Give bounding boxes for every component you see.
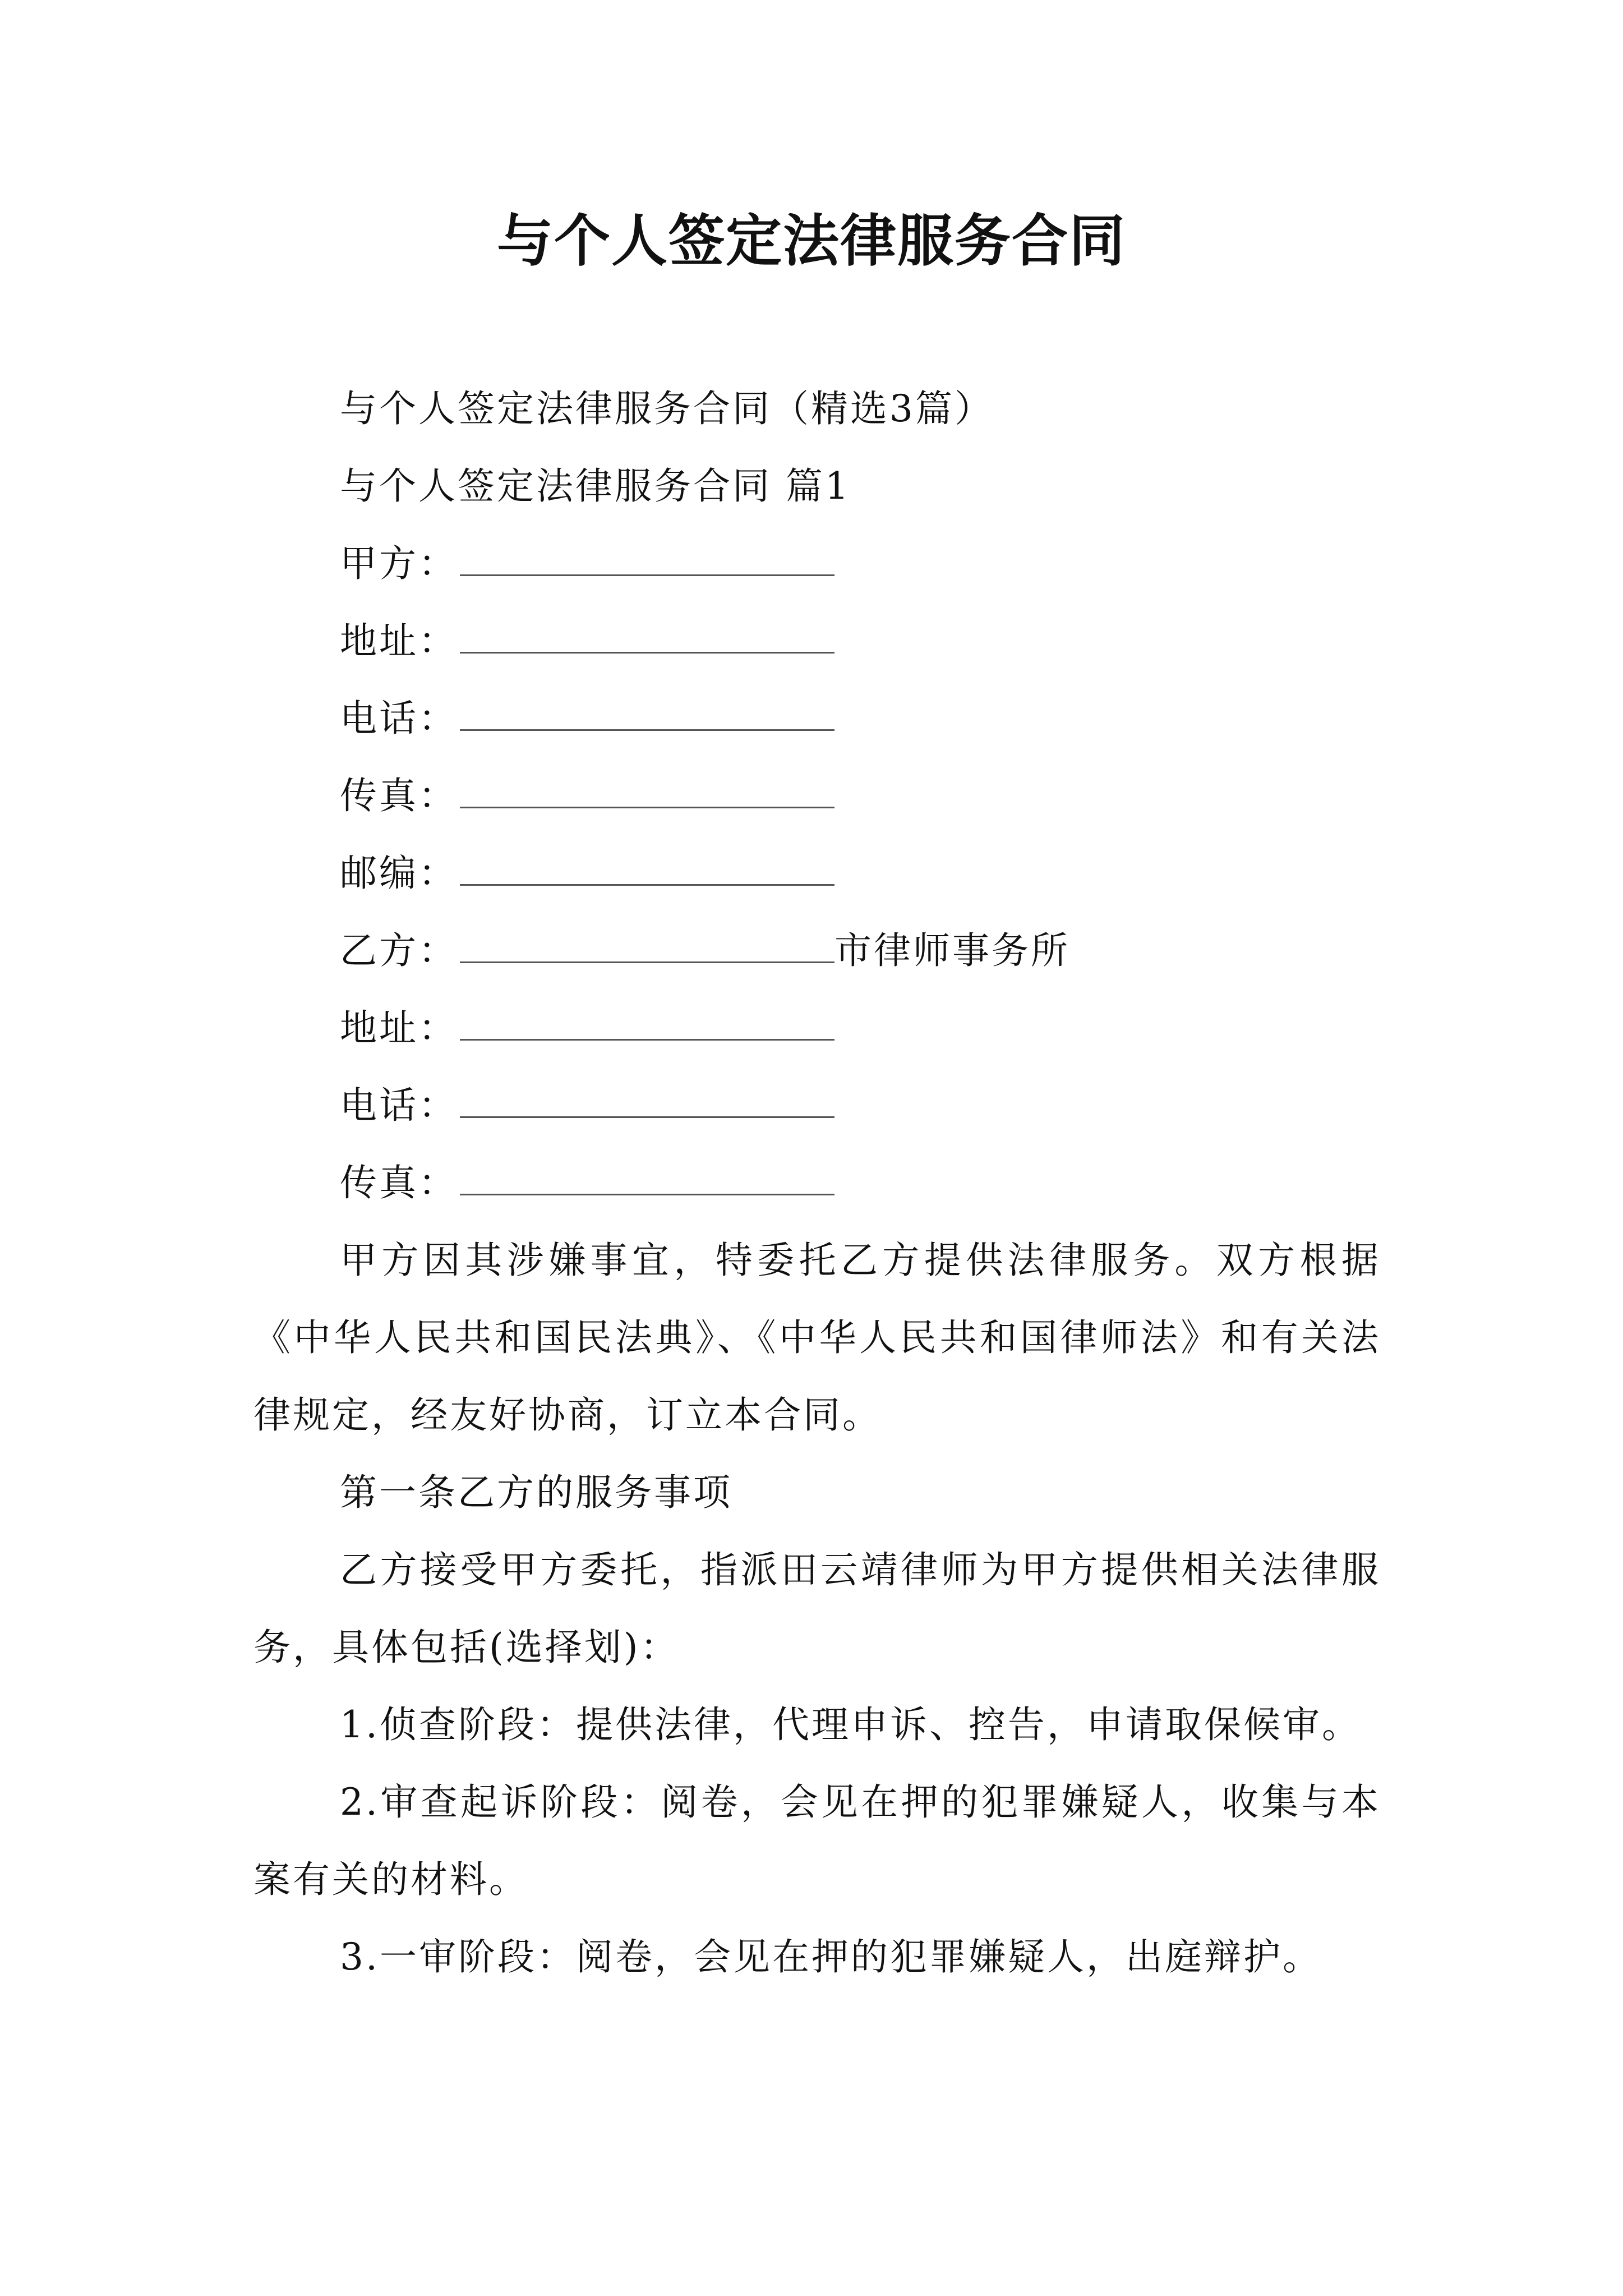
article-1-paragraph: 乙方接受甲方委托，指派田云靖律师为甲方提供相关法律服务，具体包括(选择划)：: [253, 1548, 1381, 1669]
intro-paragraph: 甲方因其涉嫌事宜，特委托乙方提供法律服务。双方根据《中华人民共和国民法典》、《中华人民共和国律师法》和有关法律规定，经友好协商，订立本合同。: [253, 1239, 1381, 1437]
document-title: 与个人签定法律服务合同: [497, 208, 1126, 274]
party-a-phone-blank: [460, 696, 834, 731]
party-b-name-row: [253, 912, 1381, 990]
party-b-address-row: [253, 990, 1381, 1067]
party-a-name-blank: [460, 541, 834, 576]
party-a-phone-label: 电话：: [340, 697, 458, 740]
party-b-fax-label: 传真：: [340, 1161, 458, 1204]
document-body: [253, 370, 1381, 1996]
section-heading: 与个人签定法律服务合同 篇1: [340, 464, 851, 508]
party-a-name-label: 甲方：: [340, 542, 458, 585]
party-a-phone-row: [253, 680, 1381, 757]
party-a-fax-row: [253, 757, 1381, 835]
party-a-name-row: [253, 525, 1381, 602]
party-a-postcode-blank: [460, 850, 834, 886]
party-b-suffix: 市律师事务所: [834, 929, 1070, 972]
party-b-phone-blank: [460, 1083, 834, 1118]
party-a-fax-label: 传真：: [340, 774, 458, 817]
party-a-address-blank: [460, 618, 834, 654]
party-b-address-label: 地址：: [340, 1006, 458, 1050]
party-b-fax-blank: [460, 1160, 834, 1195]
party-a-postcode-label: 邮编：: [340, 852, 458, 895]
party-b-phone-label: 电话：: [340, 1084, 458, 1127]
party-b-address-blank: [460, 1005, 834, 1041]
article-1-heading: 第一条乙方的服务事项: [340, 1471, 732, 1514]
party-b-name-blank: [460, 928, 834, 963]
party-b-name-label: 乙方：: [340, 929, 458, 972]
item-prosecution-review-stage: 2.审查起诉阶段：阅卷，会见在押的犯罪嫌疑人，收集与本案有关的材料。: [253, 1780, 1381, 1901]
subtitle: 与个人签定法律服务合同（精选3篇）: [340, 387, 994, 430]
party-a-address-row: [253, 602, 1381, 680]
party-a-address-label: 地址：: [340, 619, 458, 662]
item-first-instance-stage: 3.一审阶段：阅卷，会见在押的犯罪嫌疑人，出庭辩护。: [340, 1935, 1322, 1978]
party-a-postcode-row: [253, 835, 1381, 912]
item-investigation-stage: 1.侦查阶段：提供法律，代理申诉、控告，申请取保候审。: [340, 1703, 1361, 1746]
party-a-fax-blank: [460, 773, 834, 808]
party-b-phone-row: [253, 1067, 1381, 1144]
party-b-fax-row: [253, 1144, 1381, 1222]
